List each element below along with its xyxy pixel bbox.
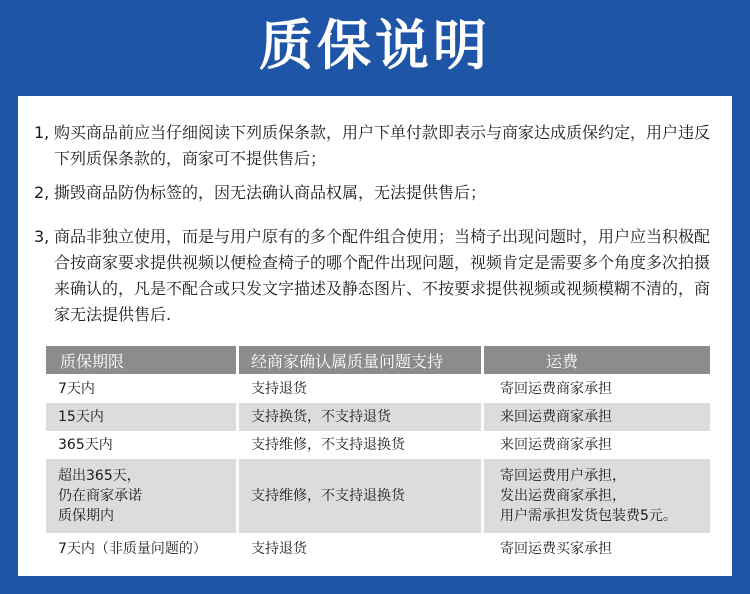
clause-number: 1, [34,123,50,142]
cell-support: 支持维修，不支持退换货 [239,459,481,533]
cell-period: 15天内 [46,403,236,431]
clause-3 [34,224,724,328]
cell-freight-line: 用户需承担发货包装费5元。 [500,508,677,524]
cell-freight [484,459,710,533]
cell-period-line: 超出365天， [58,468,141,484]
cell-freight-line: 寄回运费用户承担， [500,468,626,484]
table-row [46,432,710,458]
clause-1 [34,120,724,172]
clause-2 [34,180,724,206]
cell-period-line: 仍在商家承诺 [58,488,142,504]
cell-freight-line: 发出运费商家承担， [500,488,626,504]
clause-number: 2, [34,183,50,202]
cell-support: 支持维修，不支持退换货 [251,437,405,453]
cell-freight: 寄回运费商家承担 [500,381,612,397]
warranty-table [46,346,710,564]
cell-period-line: 质保期内 [58,508,114,524]
cell-freight: 来回运费商家承担 [484,403,710,431]
cell-period: 7天内（非质量问题的） [58,541,207,557]
table-row [46,376,710,402]
clause-number: 3, [34,227,50,246]
cell-support: 支持退货 [251,541,307,557]
page-title: 质保说明 [259,14,491,77]
clause-text: 商品非独立使用，而是与用户原有的多个配件组合使用；当椅子出现问题时，用户应当积极配合按商家要求提供视频以便检查椅子的哪个配件出现问题，视频肯定是需要多个角度多次拍摄来确认的，凡是不配合或只发文字描述及静态图片、不按要求提供视频或视频模糊不清的，商家无法提供售后. [54,227,711,324]
cell-period: 7天内 [58,381,95,397]
content-panel [18,96,732,576]
cell-period: 365天内 [58,437,113,453]
cell-freight: 寄回运费买家承担 [500,541,612,557]
header-freight: 运费 [484,346,710,374]
table-header-row [46,346,710,374]
header-support: 经商家确认属质量问题支持 [239,346,481,374]
cell-support: 支持退货 [251,381,307,397]
clause-text: 撕毁商品防伪标签的，因无法确认商品权属，无法提供售后； [54,183,487,202]
cell-period [46,459,236,533]
table-row [46,534,710,564]
cell-freight: 来回运费商家承担 [500,437,612,453]
header-period: 质保期限 [46,346,236,374]
clause-text: 购买商品前应当仔细阅读下列质保条款，用户下单付款即表示与商家达成质保约定，用户违反下列质保条款的，商家可不提供售后； [54,123,711,168]
table-row [46,459,710,533]
table-row [46,403,710,431]
cell-support: 支持换货，不支持退货 [239,403,481,431]
